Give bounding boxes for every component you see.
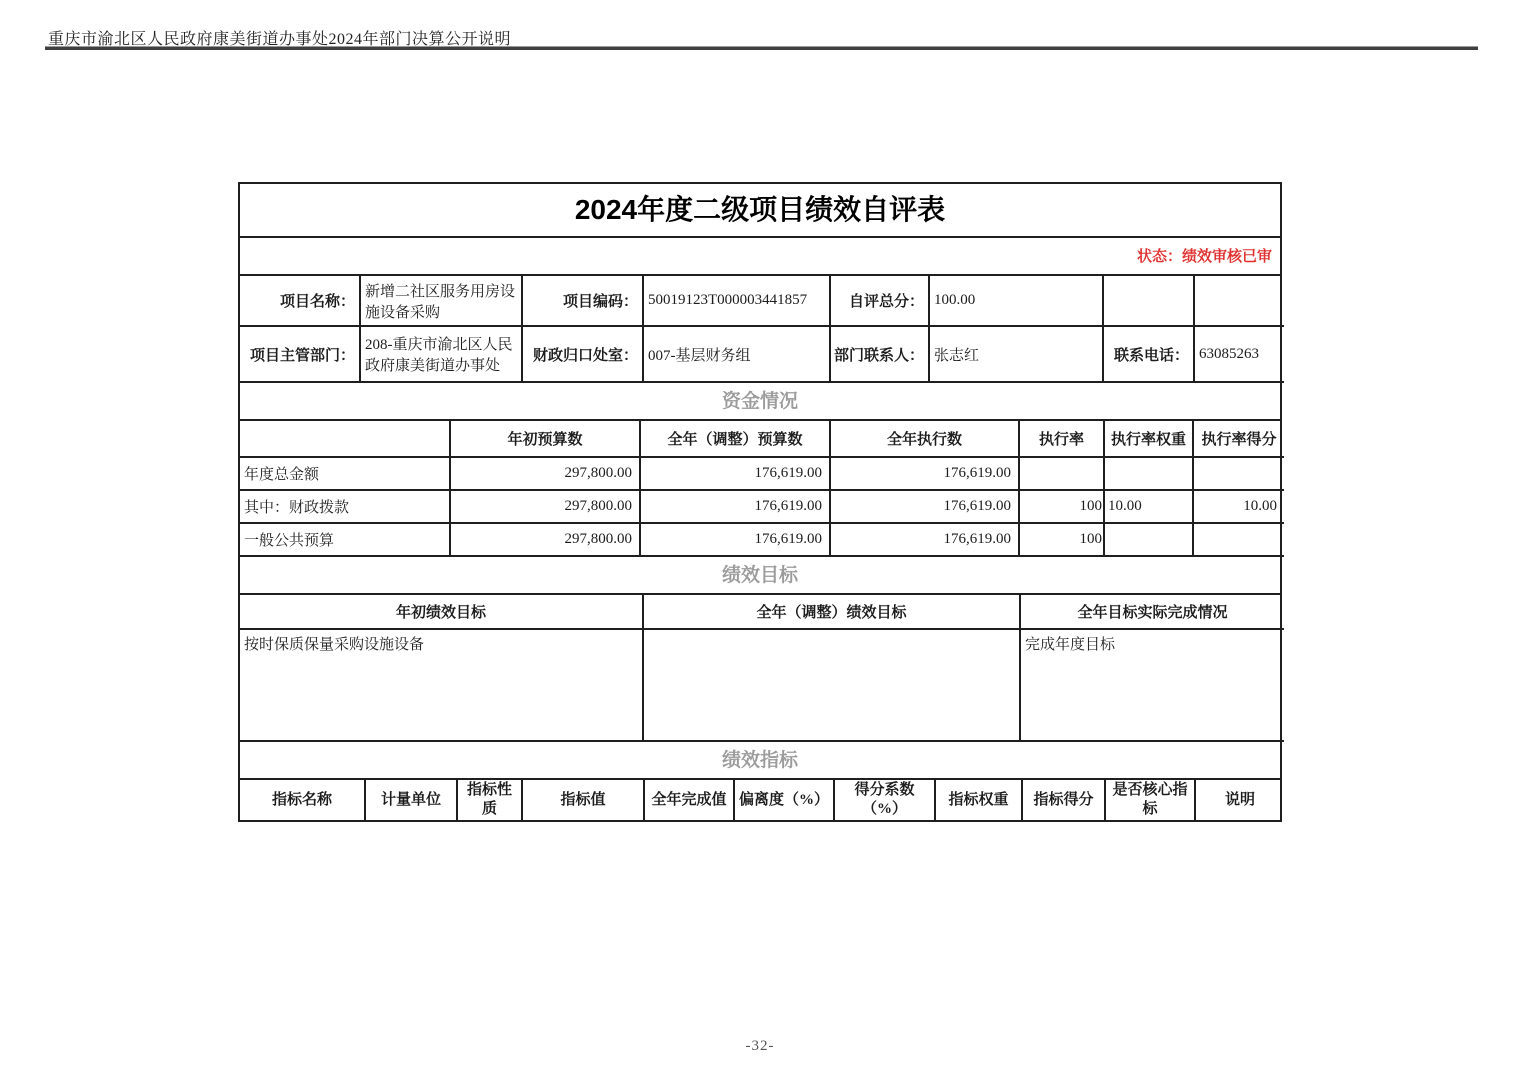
targets-table [240, 595, 1284, 742]
funding-row-label: 一般公共预算 [240, 523, 450, 556]
indicator-col-name: 指标名称 [240, 780, 365, 820]
funding-cell: 297,800.00 [450, 490, 640, 523]
section-title-targets: 绩效目标 [240, 557, 1280, 595]
funding-header-row [240, 421, 1284, 457]
self-score-value: 100.00 [929, 276, 1103, 326]
funding-col-adjusted-budget: 全年（调整）预算数 [640, 421, 830, 457]
indicator-col-nature: 指标性质 [457, 780, 522, 820]
indicator-col-note: 说明 [1224, 791, 1255, 808]
self-score-label: 自评总分： [830, 276, 929, 326]
funding-col-initial-budget: 年初预算数 [450, 421, 640, 457]
table-row [240, 276, 1284, 326]
funding-cell [1104, 523, 1193, 556]
funding-cell: 176,619.00 [640, 457, 830, 490]
project-name-value: 新增二社区服务用房设施设备采购 [360, 276, 522, 326]
funding-cell: 100 [1019, 523, 1104, 556]
funding-cell: 176,619.00 [830, 457, 1019, 490]
supervisor-dept-value: 208-重庆市渝北区人民政府康美街道办事处 [360, 326, 522, 382]
empty-cell [1194, 276, 1284, 326]
section-title-funding: 资金情况 [240, 383, 1280, 421]
funding-col-rate-score: 执行率得分 [1193, 421, 1284, 457]
indicator-col-value: 指标值 [522, 780, 644, 820]
targets-header-row [240, 595, 1284, 629]
funding-row-label: 年度总金额 [240, 457, 450, 490]
project-code-label: 项目编码： [522, 276, 643, 326]
funding-table [240, 421, 1284, 557]
header-rule [45, 46, 1478, 50]
funding-row-label: 其中：财政拨款 [240, 490, 450, 523]
project-name-label: 项目名称： [240, 276, 360, 326]
funding-cell: 10.00 [1104, 490, 1193, 523]
section-title-indicators: 绩效指标 [240, 742, 1280, 780]
indicator-col-unit: 计量单位 [365, 780, 457, 820]
funding-cell: 176,619.00 [640, 523, 830, 556]
table-row [240, 629, 1284, 741]
targets-actual-value: 完成年度目标 [1020, 629, 1284, 741]
funding-cell: 176,619.00 [640, 490, 830, 523]
table-row [240, 523, 1284, 556]
indicator-col-score: 指标得分 [1022, 780, 1105, 820]
empty-cell [1103, 276, 1194, 326]
finance-office-label: 财政归口处室： [522, 326, 643, 382]
funding-cell: 297,800.00 [450, 523, 640, 556]
self-evaluation-table [238, 182, 1282, 822]
project-code-value: 50019123T000003441857 [643, 276, 830, 326]
funding-cell [1019, 457, 1104, 490]
funding-cell: 297,800.00 [450, 457, 640, 490]
funding-cell: 176,619.00 [830, 490, 1019, 523]
targets-col-actual: 全年目标实际完成情况 [1020, 595, 1284, 629]
page-number: -32- [745, 1038, 775, 1054]
targets-col-adjusted: 全年（调整）绩效目标 [643, 595, 1020, 629]
funding-cell: 100 [1019, 490, 1104, 523]
funding-cell: 176,619.00 [830, 523, 1019, 556]
targets-initial-value: 按时保质保量采购设施设备 [240, 629, 643, 741]
funding-col-executed: 全年执行数 [830, 421, 1019, 457]
indicators-table [240, 780, 1284, 820]
funding-cell [1104, 457, 1193, 490]
targets-adjusted-value [643, 629, 1020, 741]
funding-col-execution-rate: 执行率 [1019, 421, 1104, 457]
table-row [240, 457, 1284, 490]
funding-cell: 10.00 [1193, 490, 1284, 523]
contact-phone-label: 联系电话： [1103, 326, 1194, 382]
indicator-col-completed: 全年完成值 [644, 780, 734, 820]
indicator-col-core: 是否核心指标 [1105, 780, 1195, 820]
table-title: 2024年度二级项目绩效自评表 [240, 184, 1280, 238]
table-row [240, 326, 1284, 382]
funding-cell [1193, 523, 1284, 556]
contact-phone-value: 63085263 [1194, 326, 1284, 382]
contact-person-value: 张志红 [929, 326, 1103, 382]
indicators-header-row [240, 780, 1284, 820]
funding-cell [1193, 457, 1284, 490]
indicator-col-score-coef: 得分系数（%） [834, 780, 935, 820]
funding-col-rate-weight: 执行率权重 [1104, 421, 1193, 457]
funding-col-blank [240, 421, 450, 457]
document-header-title: 重庆市渝北区人民政府康美街道办事处2024年部门决算公开说明 [48, 31, 512, 48]
targets-col-initial: 年初绩效目标 [240, 595, 643, 629]
indicator-col-weight: 指标权重 [935, 780, 1022, 820]
supervisor-dept-label: 项目主管部门： [240, 326, 360, 382]
status-text: 状态：绩效审核已审 [240, 238, 1280, 276]
contact-person-label: 部门联系人： [830, 326, 929, 382]
table-row [240, 490, 1284, 523]
indicator-col-deviation: 偏离度（%） [734, 780, 834, 820]
finance-office-value: 007-基层财务组 [643, 326, 830, 382]
project-info-table [240, 276, 1284, 383]
